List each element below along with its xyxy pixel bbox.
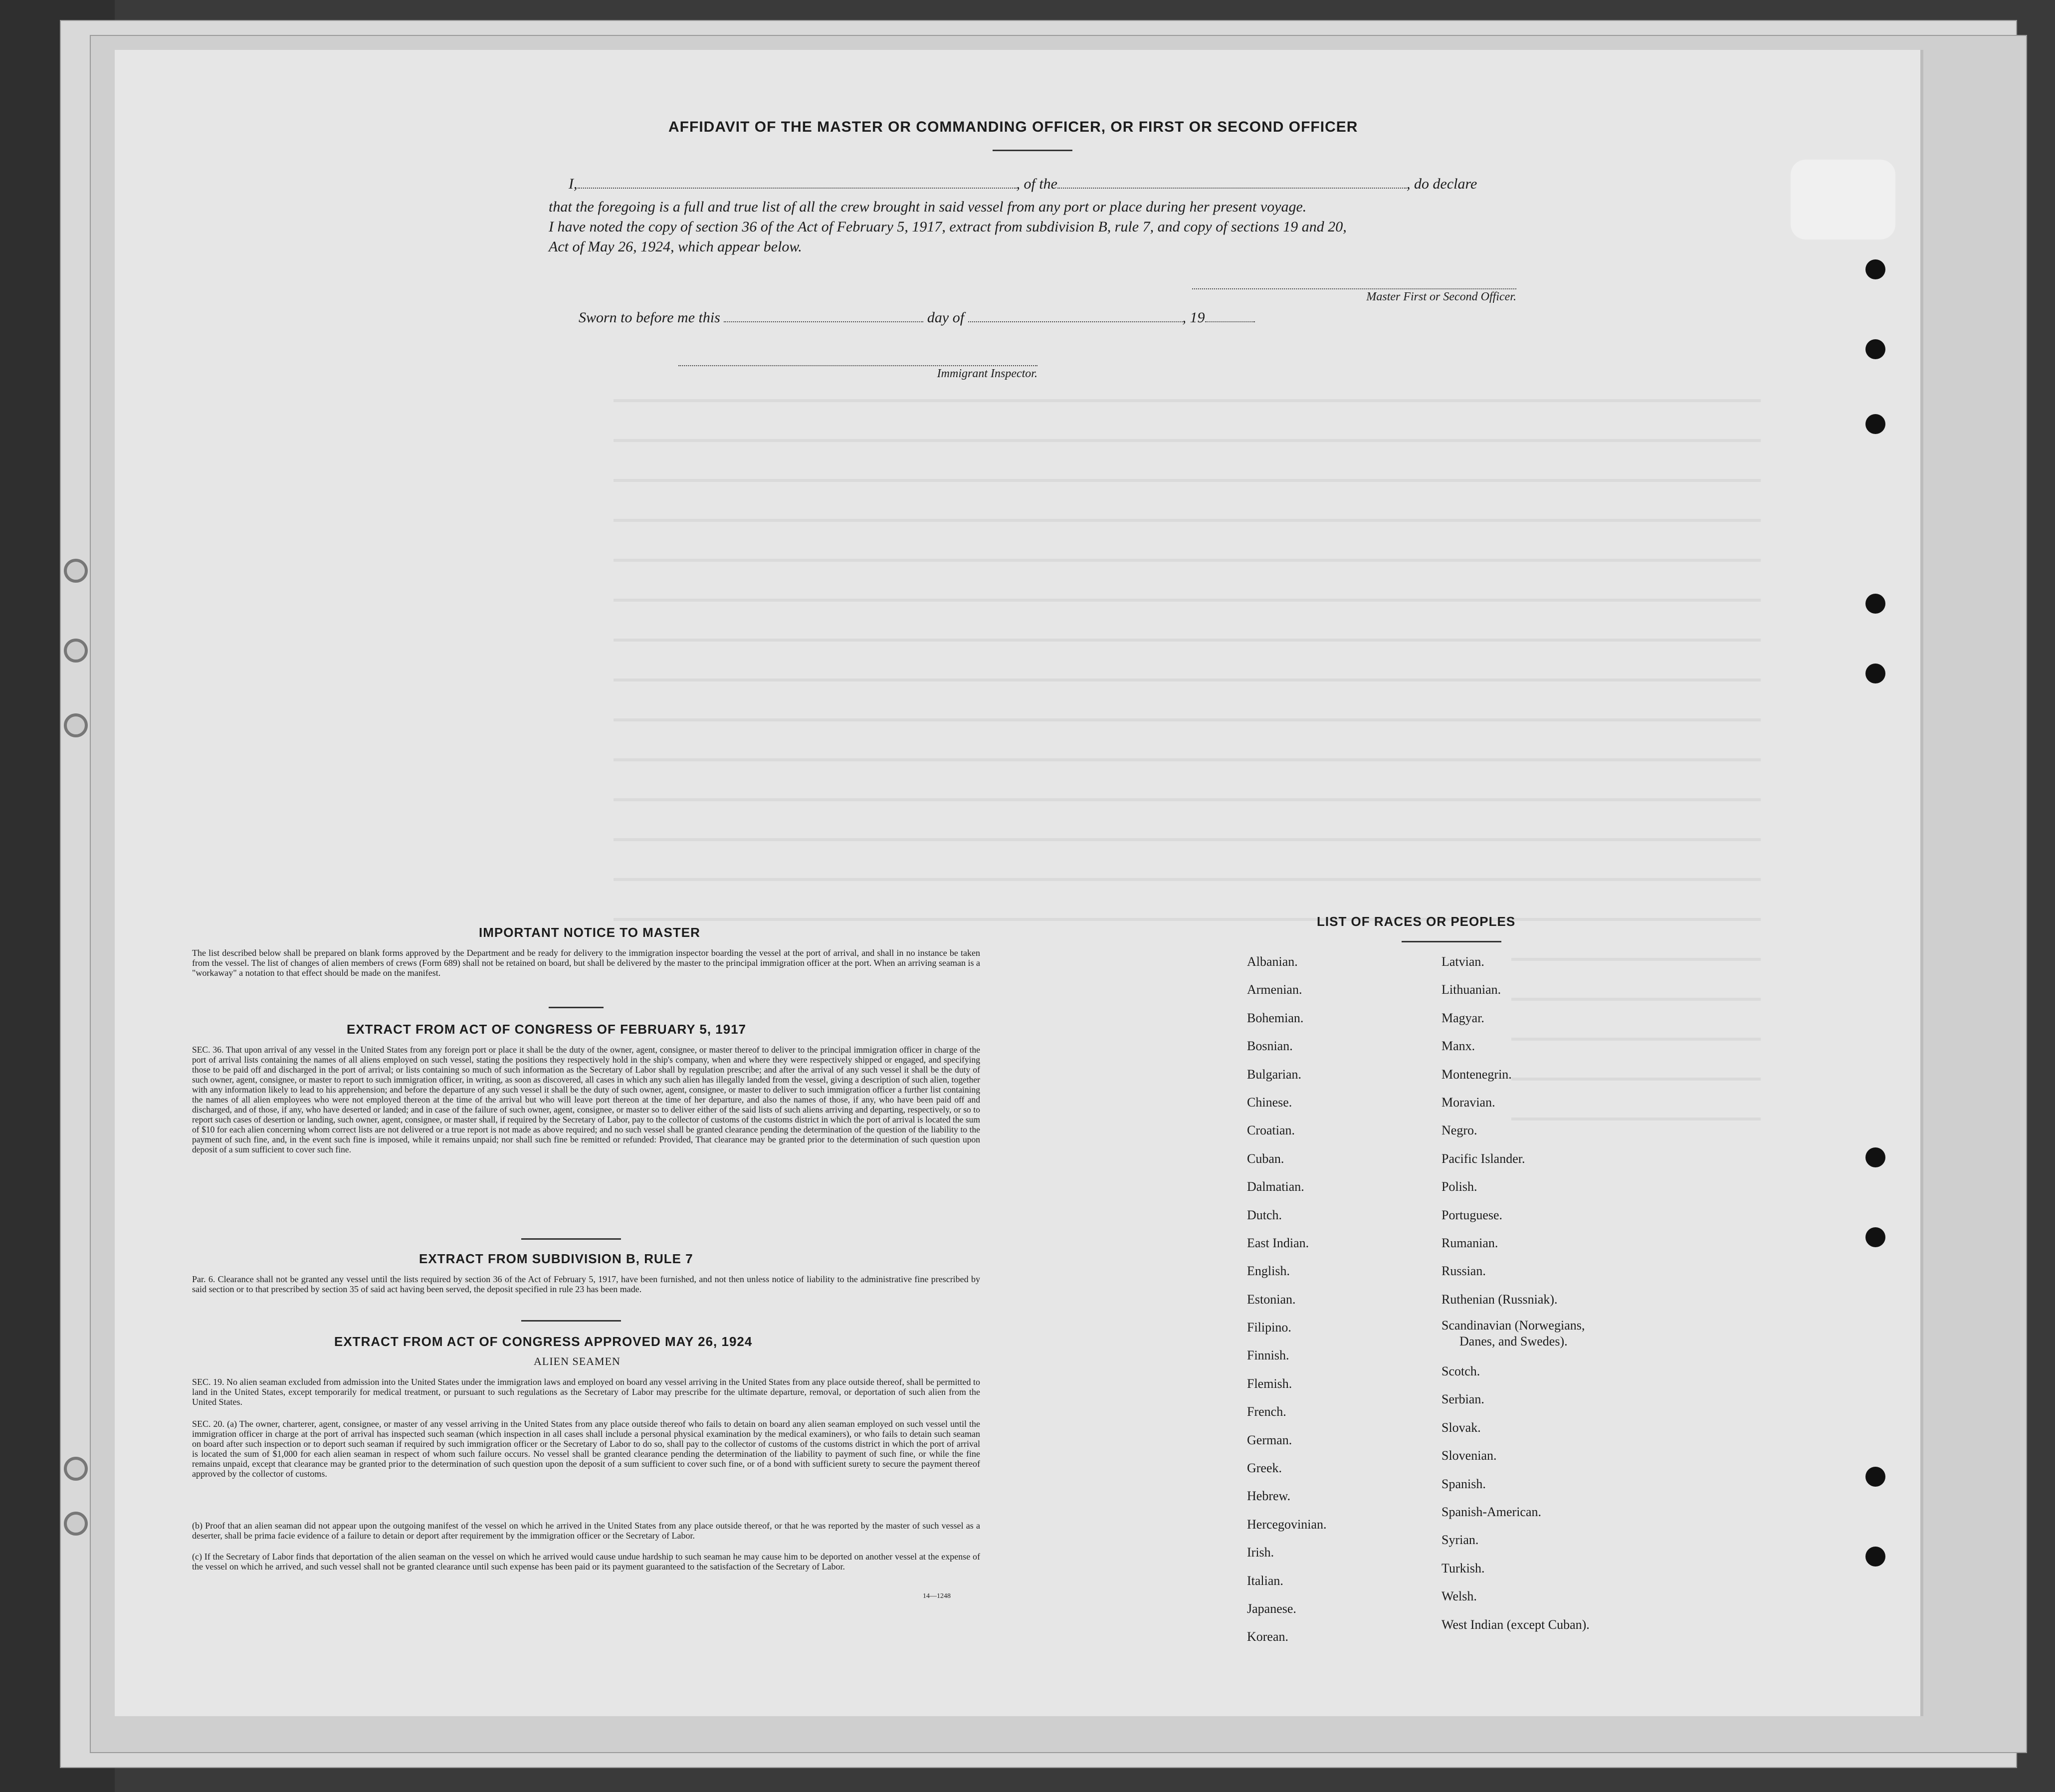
race-item: Hercegovinian. <box>1247 1517 1327 1532</box>
race-item: Polish. <box>1441 1179 1477 1194</box>
races-title: LIST OF RACES OR PEOPLES <box>1317 914 1516 929</box>
notice-text: The list described below shall be prepared on blank forms approved by the Department and be ready for delivery to the immigration inspector boarding the vessel at the port of arrival, and shall in no instance be taken from the vessel. The list of changes of alien members of crews (Form 689) shall not be retained on board, but shall be delivered by the master to the principal immigration officer at the port. When an arriving seaman is a "workaway" a notation to that effect should be made on the manifest. <box>192 948 980 978</box>
race-item: Hebrew. <box>1247 1489 1291 1504</box>
affidavit-line1: I, , of the , do declare <box>569 176 1477 192</box>
race-item: Cuban. <box>1247 1151 1284 1166</box>
affidavit-line3: I have noted the copy of section 36 of the Act of February 5, 1917, extract from subdivision B, rule 7, and copy of sections 19 and 20, <box>549 219 1347 235</box>
race-item: Turkish. <box>1441 1561 1485 1575</box>
sec20a-text: SEC. 20. (a) The owner, charterer, agent, consignee, or master of any vessel arriving in the United States from any place outside thereof who fails to detain on board any alien seaman employed on such vessel until the immigration officer in charge at the port of arrival has inspected such seaman (which inspection in all cases shall include a personal physical examination by the medical examiners), or who fails to detain such seaman on board after such inspection or to deport such seaman if required by such immigration officer or the Secretary of Labor to do so, shall pay to the collector of customs of the customs district in which the port of arrival is located the sum of $1,000 for each alien seaman in respect of whom such failure occurs. No vessel shall be granted clearance pending the determination of the liability to payment of such fine, or while the fine remains unpaid, except that clearance may be granted prior to the determination of such question upon the deposit of a sum sufficient to cover such fine, or of a bond with sufficient surety to secure the payment thereof approved by the collector of customs. <box>192 1419 980 1479</box>
divider <box>993 150 1072 151</box>
race-item: West Indian (except Cuban). <box>1441 1617 1590 1632</box>
race-item: Slovenian. <box>1441 1448 1497 1463</box>
race-item: Syrian. <box>1441 1533 1479 1548</box>
race-item: Welsh. <box>1441 1589 1477 1604</box>
extract-b-text: Par. 6. Clearance shall not be granted any vessel until the lists required by section 36 of the Act of February 5, 1917, have been furnished, and not then unless notice of liability to the administrative fine prescribed by said section or to that prescribed by section 35 of said act having been served, the deposit specified in rule 23 has been made. <box>192 1274 980 1294</box>
punch-hole-icon <box>1865 414 1885 434</box>
affidavit-title: AFFIDAVIT OF THE MASTER OR COMMANDING OFFICER, OR FIRST OR SECOND OFFICER <box>668 119 1358 135</box>
form-number: 14—1248 <box>923 1592 951 1600</box>
race-item: Moravian. <box>1441 1095 1495 1110</box>
divider <box>521 1238 621 1240</box>
inspector-signature-line: Immigrant Inspector. <box>678 365 1037 381</box>
punch-hole-icon <box>1865 664 1885 683</box>
race-item: Bulgarian. <box>1247 1067 1302 1082</box>
race-item: Flemish. <box>1247 1376 1292 1391</box>
divider <box>549 1007 604 1008</box>
race-item: Rumanian. <box>1441 1235 1498 1250</box>
race-item: Russian. <box>1441 1264 1486 1279</box>
divider <box>1402 941 1501 942</box>
race-item: Bohemian. <box>1247 1010 1304 1025</box>
race-item: East Indian. <box>1247 1235 1309 1250</box>
punch-hole-icon <box>1865 594 1885 614</box>
binder-ring-icon <box>64 559 88 583</box>
race-item: Spanish. <box>1441 1476 1486 1491</box>
race-item: Latvian. <box>1441 954 1484 969</box>
race-item: Armenian. <box>1247 982 1302 997</box>
race-item: Estonian. <box>1247 1292 1296 1307</box>
race-item: Filipino. <box>1247 1320 1291 1335</box>
race-item: Scandinavian (Norwegians, Danes, and Swedes). <box>1441 1318 1585 1349</box>
race-item: Albanian. <box>1247 954 1298 969</box>
sec19-text: SEC. 19. No alien seaman excluded from admission into the United States under the immigration laws and employed on board any vessel arriving in the United States from any place outside thereof, shall be permitted to land in the United States, except temporarily for medical treatment, or pursuant to such regulations as the Secretary of Labor may prescribe for the ultimate departure, removal, or deportation of such alien from the United States. <box>192 1377 980 1407</box>
sec20c-text: (c) If the Secretary of Labor finds that deportation of the alien seaman on the vessel on which he arrived would cause undue hardship to such seaman he may cause him to be deported on another vessel at the expense of the vessel on which he arrived, and such vessel shall not be granted clearance until such expense has been paid or its payment guaranteed to the satisfaction of the Secretary of Labor. <box>192 1552 980 1571</box>
punch-hole-icon <box>1865 1227 1885 1247</box>
punch-hole-icon <box>1865 1547 1885 1567</box>
race-item: French. <box>1247 1404 1286 1419</box>
race-item: Ruthenian (Russniak). <box>1441 1292 1558 1307</box>
races-right-column <box>1441 948 1590 1639</box>
race-item: Portuguese. <box>1441 1207 1503 1222</box>
extract-1917-title: EXTRACT FROM ACT OF CONGRESS OF FEBRUARY 5, 1917 <box>347 1022 747 1037</box>
race-item: Pacific Islander. <box>1441 1151 1525 1166</box>
binder-ring-icon <box>64 639 88 663</box>
binder-ring-icon <box>64 1512 88 1536</box>
torn-paper-mark <box>1791 160 1895 239</box>
race-item: Greek. <box>1247 1461 1282 1476</box>
race-item: Korean. <box>1247 1629 1289 1644</box>
race-item: Croatian. <box>1247 1123 1295 1138</box>
alien-seamen-subtitle: ALIEN SEAMEN <box>534 1355 620 1367</box>
punch-hole-icon <box>1865 259 1885 279</box>
extract-1917-text: SEC. 36. That upon arrival of any vessel in the United States from any foreign port or place it shall be the duty of the owner, agent, consignee, or master thereof to deliver to the principal immigration officer in charge of the port of arrival lists containing the names of all aliens employed on such vessel, stating the positions they respectively hold in the ship's company, when and where they were respectively shipped or engaged, and specifying those to be paid off and discharged in the port of arrival; or lists containing so much of such information as the Secretary of Labor shall by regulation prescribe; and after the arrival of any such vessel it shall be the duty of such owner, agent, consignee, or master to report to such immigration officer, in writing, as soon as discovered, all cases in which any such alien has illegally landed from the vessel, giving a description of such alien, together with any information likely to lead to his apprehension; and before the departure of any such vessel it shall be the duty of such owner, agent, consignee, or master to deliver to such immigration officer a further list containing the names of all alien employees who were not employed thereon at the time of the arrival but who will leave port thereon at the time of her departure, and also the names of those, if any, who have been paid off and discharged, and of those, if any, who have deserted or landed; and in case of the failure of such owner, agent, consignee, or master so to deliver either of the said lists of such aliens arriving and departing, respectively, or so to report such cases of desertion or landing, such owner, agent, consignee, or master shall, if required by the Secretary of Labor, pay to the collector of customs of the customs district in which the port of arrival is located the sum of $10 for each alien concerning whom correct lists are not delivered or a true report is not made as above required; and no such vessel shall be granted clearance pending the determination of the question of the liability to the payment of such fine, and, in the event such fine is imposed, while it remains unpaid; nor shall such fine be remitted or refunded: Provided, That clearance may be granted prior to the determination of such question upon deposit of a sum sufficient to cover such fine. <box>192 1045 980 1154</box>
divider <box>521 1320 621 1322</box>
race-item: Japanese. <box>1247 1601 1296 1616</box>
race-item: Italian. <box>1247 1573 1283 1588</box>
extract-1924-title: EXTRACT FROM ACT OF CONGRESS APPROVED MAY 26, 1924 <box>334 1334 753 1349</box>
binder-ring-icon <box>64 1457 88 1481</box>
race-item: Negro. <box>1441 1123 1477 1138</box>
punch-hole-icon <box>1865 1147 1885 1167</box>
race-item: Slovak. <box>1441 1420 1481 1435</box>
race-item: English. <box>1247 1264 1290 1279</box>
affidavit-line2: that the foregoing is a full and true list of all the crew brought in said vessel from any port or place during her present voyage. <box>549 199 1307 215</box>
race-item: Chinese. <box>1247 1095 1292 1110</box>
race-item: Spanish-American. <box>1441 1505 1542 1520</box>
race-item: Irish. <box>1247 1545 1274 1560</box>
master-signature-line: Master First or Second Officer. <box>1192 288 1516 304</box>
document-page <box>115 50 1923 1716</box>
race-item: Dalmatian. <box>1247 1179 1304 1194</box>
sec20b-text: (b) Proof that an alien seaman did not appear upon the outgoing manifest of the vessel on which he arrived in the United States from any place outside thereof, or that he was reported by the master of such vessel as a deserter, shall be prima facie evidence of a failure to detain or deport after requirement by the immigration officer or the Secretary of Labor. <box>192 1521 980 1541</box>
race-item: Magyar. <box>1441 1010 1484 1025</box>
extract-b-title: EXTRACT FROM SUBDIVISION B, RULE 7 <box>419 1251 693 1266</box>
punch-hole-icon <box>1865 1467 1885 1487</box>
races-left-column <box>1247 948 1327 1651</box>
race-item: Dutch. <box>1247 1207 1282 1222</box>
race-item: Serbian. <box>1441 1392 1484 1407</box>
race-item: Lithuanian. <box>1441 982 1501 997</box>
race-item: Bosnian. <box>1247 1039 1293 1054</box>
punch-hole-icon <box>1865 339 1885 359</box>
binder-ring-icon <box>64 713 88 737</box>
notice-title: IMPORTANT NOTICE TO MASTER <box>479 925 700 940</box>
race-item: Montenegrin. <box>1441 1067 1512 1082</box>
race-item: Manx. <box>1441 1039 1475 1054</box>
race-item: German. <box>1247 1432 1292 1447</box>
race-item: Scotch. <box>1441 1364 1480 1379</box>
race-item: Finnish. <box>1247 1348 1289 1363</box>
sworn-line: Sworn to before me this day of , 19 <box>579 309 1255 326</box>
affidavit-line4: Act of May 26, 1924, which appear below. <box>549 238 802 255</box>
